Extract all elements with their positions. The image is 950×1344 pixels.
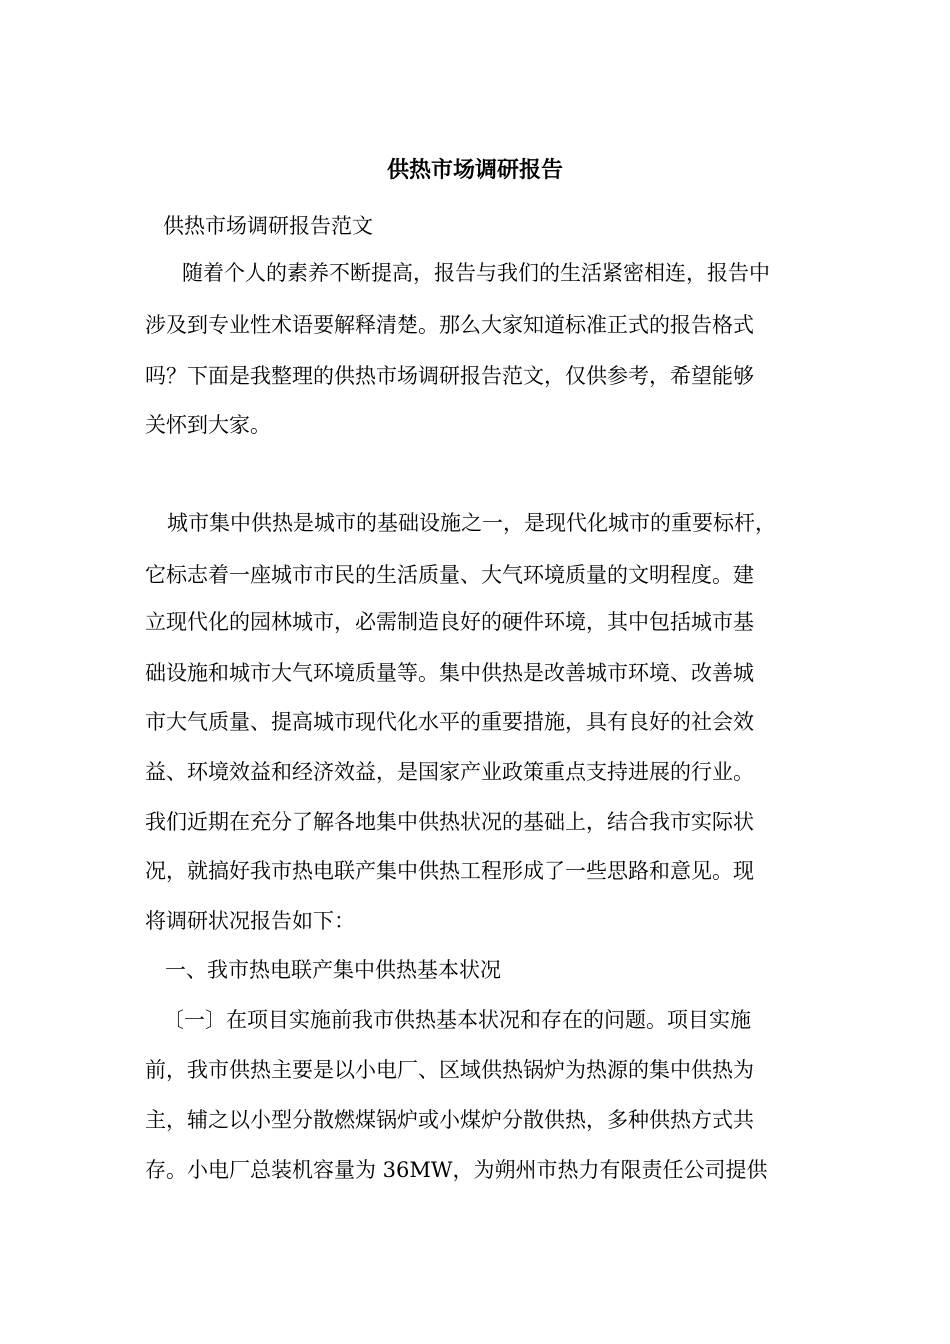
section-line: 存。小电厂总装机容量为 36MW，为朔州市热力有限责任公司提供 [145, 1158, 768, 1182]
body-line: 础设施和城市大气环境质量等。集中供热是改善城市环境、改善城 [145, 661, 754, 685]
section-line: 前，我市供热主要是以小电厂、区域供热锅炉为热源的集中供热为 [145, 1058, 754, 1082]
body-line: 市大气质量、提高城市现代化水平的重要措施，具有良好的社会效 [145, 710, 754, 734]
body-line: 立现代化的园林城市，必需制造良好的硬件环境，其中包括城市基 [145, 610, 754, 634]
body-line: 我们近期在充分了解各地集中供热状况的基础上，结合我市实际状 [145, 810, 754, 834]
section-line: 主，辅之以小型分散燃煤锅炉或小煤炉分散供热，多种供热方式共 [145, 1108, 754, 1132]
section-line: 〔一〕在项目实施前我市供热基本状况和存在的问题。项目实施 [163, 1008, 751, 1032]
intro-line: 关怀到大家。 [145, 413, 271, 437]
body-line: 况，就搞好我市热电联产集中供热工程形成了一些思路和意见。现 [145, 859, 754, 883]
body-line: 将调研状况报告如下： [145, 909, 355, 933]
body-line: 它标志着一座城市市民的生活质量、大气环境质量的文明程度。建 [145, 563, 754, 587]
intro-line: 涉及到专业性术语要解释清楚。那么大家知道标准正式的报告格式 [145, 313, 754, 337]
section-heading: 一、我市热电联产集中供热基本状况 [165, 958, 501, 982]
body-line: 益、环境效益和经济效益，是国家产业政策重点支持进展的行业。 [145, 760, 754, 784]
intro-line: 吗？下面是我整理的供热市场调研报告范文，仅供参考，希望能够 [145, 364, 754, 388]
body-line: 城市集中供热是城市的基础设施之一，是现代化城市的重要标杆， [167, 511, 776, 535]
document-title: 供热市场调研报告 [386, 157, 563, 183]
intro-line: 随着个人的素养不断提高，报告与我们的生活紧密相连，报告中 [182, 261, 770, 285]
document-subtitle: 供热市场调研报告范文 [163, 214, 373, 238]
